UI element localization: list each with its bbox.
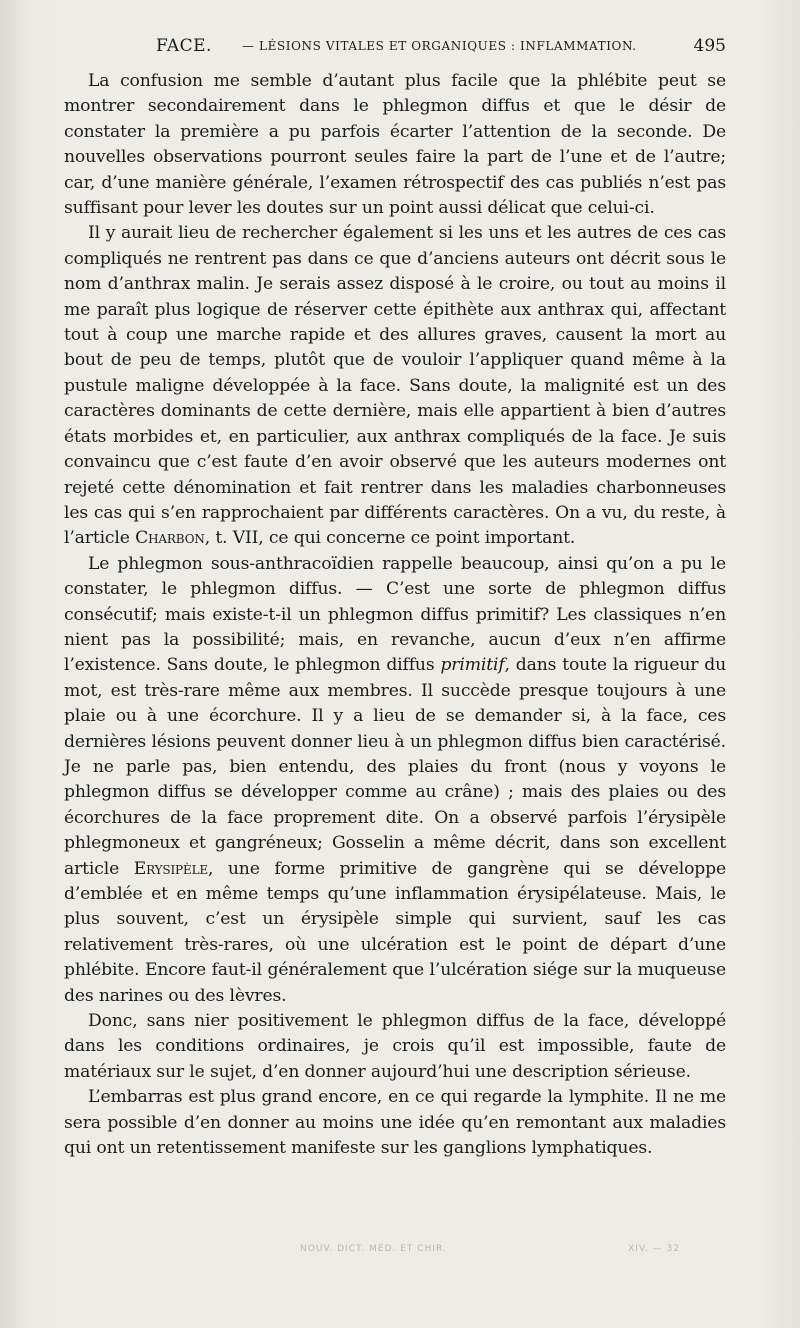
paragraph-3-part-3: , une forme primitive de gangrène qui se développe d’emblée et en même temps qu’une inflammation érysipélateuse. Mais, le plus souvent, c’est un érysipèle simple qui survient, sauf les cas relativement très-rares, où une ulcération est le point de départ d’une phlébite. Encore faut-il généralement que l’ulcération siége sur la muqueuse des narines ou des lèvres. bbox=[64, 858, 726, 1006]
paragraph-3-part-2: , dans toute la rigueur du mot, est très-rare même aux membres. Il succède presque toujours à une plaie ou à une écorchure. Il y a lieu de se demander si, à la face, ces dernières lésions peuvent donner lieu à un phlegmon diffus bien caractérisé. Je ne parle pas, bien entendu, des plaies du front (nous y voyons le phlegmon diffus se développer comme au crâne) ; mais des plaies ou des écorchures de la face proprement dite. On a observé parfois l’érysipèle phlegmoneux et gangréneux; Gosselin a même décrit, dans son excellent article bbox=[64, 655, 727, 879]
paragraph-1: La confusion me semble d’autant plus facile que la phlébite peut se montrer secondairement dans le phlegmon diffus et que le désir de constater la première a pu parfois écarter l’attention de la seconde. De nouvelles observations pourront seules faire la part de l’une et de l’autre; car, d’une manière générale, l’examen rétrospectif des cas publiés n’est pas suffisant pour lever les doutes sur un point aussi délicat que celui-ci. bbox=[64, 71, 726, 219]
header-title: FACE. bbox=[156, 36, 212, 56]
running-header bbox=[64, 36, 726, 60]
paragraph-3-italic-term: primitif bbox=[440, 655, 505, 676]
paragraph-2 bbox=[64, 221, 726, 551]
paragraph-2-part-2: , t. VII, ce qui concerne ce point important. bbox=[204, 528, 576, 549]
paragraph-5: L’embarras est plus grand encore, en ce qui regarde la lymphite. Il ne me sera possible d’en donner au moins une idée qu’en remontant aux maladies qui ont un retentissement manifeste sur les ganglions lymphatiques. bbox=[64, 1087, 726, 1159]
sheet-signature bbox=[300, 1244, 680, 1256]
paragraph-2-smallcaps-term: Charbon bbox=[135, 528, 205, 549]
paragraph-4: Donc, sans nier positivement le phlegmon diffus de la face, développé dans les conditions ordinaires, je crois qu’il est impossible, faute de matériaux sur le sujet, d’en donner aujourd’hui une description sérieuse. bbox=[64, 1011, 726, 1082]
signature-right: XIV. — 32 bbox=[628, 1244, 680, 1254]
paragraph-3-part-1: Le phlegmon sous-anthracoïdien rappelle beaucoup, ainsi qu’on a pu le constater, le phlegmon diffus. — C’est une sorte de phlegmon diffus consécutif; mais existe-t-il un phlegmon diffus primitif? Les classiques n’en nient pas la possibilité; mais, en revanche, aucun d’eux n’en affirme l’existence. Sans doute, le phlegmon diffus bbox=[64, 553, 726, 676]
body-text bbox=[64, 69, 726, 1161]
signature-left: NOUV. DICT. MÉD. ET CHIR. bbox=[300, 1244, 447, 1254]
paragraph-3 bbox=[64, 552, 726, 1009]
paragraph-3-smallcaps-term: Erysipèle bbox=[133, 858, 208, 879]
header-subtitle: — LÉSIONS VITALES ET ORGANIQUES : INFLAMMATION. bbox=[242, 39, 637, 53]
page-number: 495 bbox=[693, 36, 726, 56]
paragraph-2-part-1: Il y aurait lieu de rechercher également si les uns et les autres de ces cas compliqués ne rentrent pas dans ce que d’anciens auteurs ont décrit sous le nom d’anthrax malin. Je serais assez disposé à le croire, ou tout au moins il me paraît plus logique de réserver cette épithète aux anthrax qui, affectant tout à coup une marche rapide et des allures graves, causent la mort au bout de peu de temps, plutôt que de vouloir l’appliquer quand même à la pustule maligne développée à la face. Sans doute, la malignité est un des caractères dominants de cette dernière, mais elle appartient à bien d’autres états morbides et, en particulier, aux anthrax compliqués de la face. Je suis convaincu que c’est faute d’en avoir observé que les auteurs modernes ont rejeté cette dénomination et fait rentrer dans les maladies charbonneuses les cas qui s’en rapprochaient par différents caractères. On a vu, du reste, à l’article bbox=[64, 223, 726, 549]
